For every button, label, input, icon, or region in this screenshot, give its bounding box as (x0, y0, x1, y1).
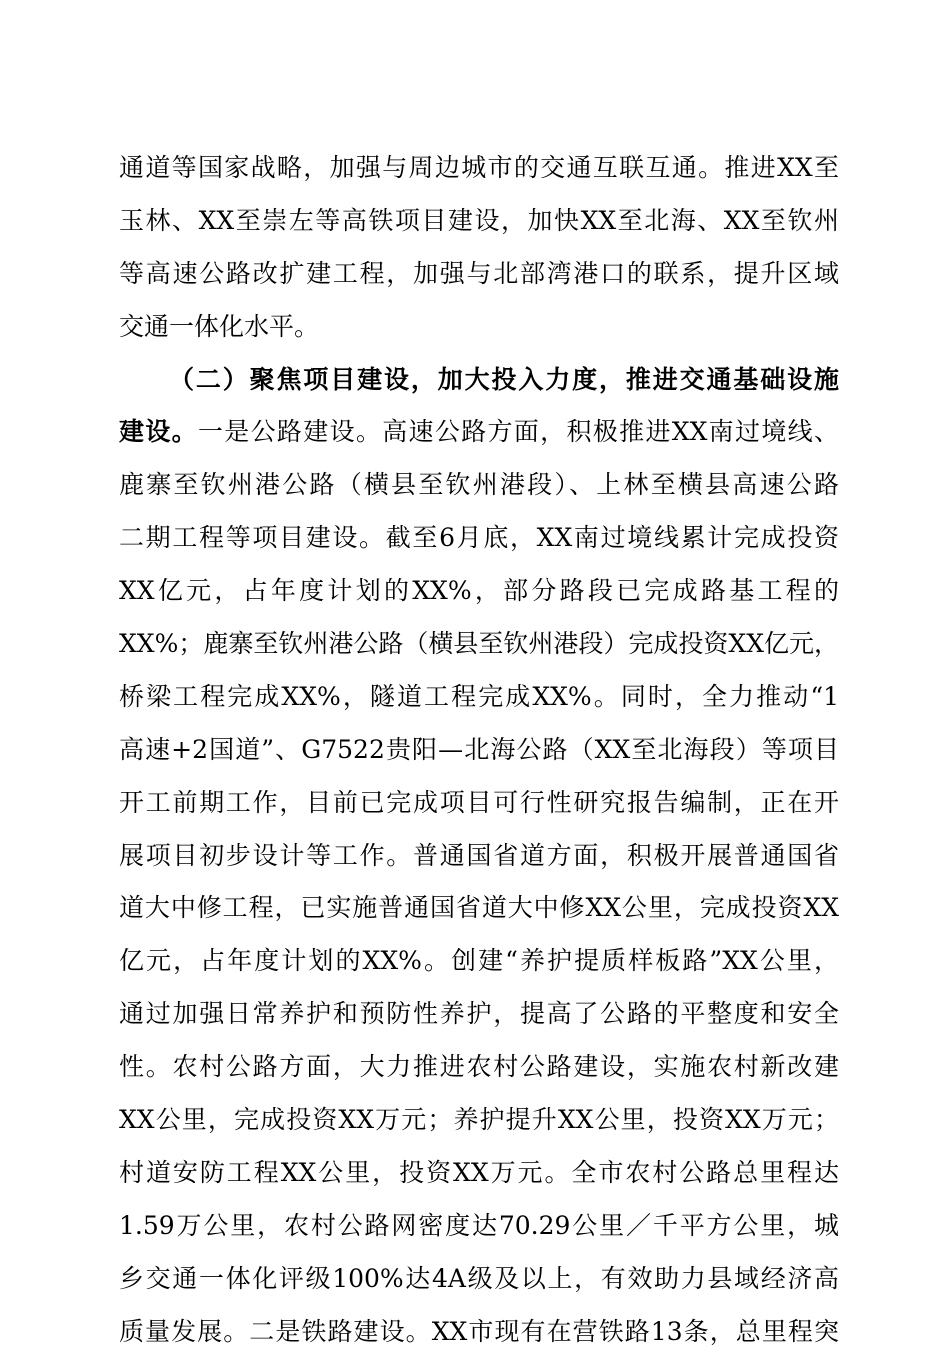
text-span: 一是公路建设。高速公路方面，积极推进XX南过境线、 (197, 417, 839, 447)
text-line: XX%；鹿寨至钦州港公路（横县至钦州港段）完成投资XX亿元， (119, 629, 839, 659)
text-line: 鹿寨至钦州港公路（横县至钦州港段）、上林至横县高速公路 (119, 470, 839, 500)
text-line: 通道等国家战略，加强与周边城市的交通互联互通。推进XX至 (119, 153, 839, 182)
text-line: 乡交通一体化评级100%达4A级及以上，有效助力县域经济高 (119, 1263, 839, 1293)
section-heading: （二）聚焦项目建设，加大投入力度，推进交通基础设施 (169, 364, 839, 394)
text-line: 1.59万公里，农村公路网密度达70.29公里／千平方公里，城 (119, 1210, 839, 1240)
text-line: 村道安防工程XX公里，投资XX万元。全市农村公路总里程达 (119, 1157, 839, 1187)
text-line: 桥梁工程完成XX%，隧道工程完成XX%。同时，全力推动“1 (119, 681, 839, 711)
text-line: 质量发展。二是铁路建设。XX市现有在营铁路13条，总里程突 (119, 1316, 839, 1346)
text-line: 亿元，占年度计划的XX%。创建“养护提质样板路”XX公里， (119, 946, 839, 976)
text-line: 交通一体化水平。 (119, 311, 320, 341)
text-line (119, 406, 839, 459)
document-body (119, 142, 839, 1358)
text-line: 高速+2国道”、G7522贵阳—北海公路（XX至北海段）等项目 (119, 734, 839, 764)
text-line: 二期工程等项目建设。截至6月底，XX南过境线累计完成投资 (119, 523, 839, 553)
text-line: 通过加强日常养护和预防性养护，提高了公路的平整度和安全 (119, 999, 839, 1029)
text-line: 性。农村公路方面，大力推进农村公路建设，实施农村新改建 (119, 1052, 839, 1082)
text-line: XX公里，完成投资XX万元；养护提升XX公里，投资XX万元； (119, 1105, 839, 1135)
text-line: 道大中修工程，已实施普通国省道大中修XX公里，完成投资XX (119, 893, 839, 923)
text-line: 开工前期工作，目前已完成项目可行性研究报告编制，正在开 (119, 787, 839, 817)
text-line: 展项目初步设计等工作。普通国省道方面，积极开展普通国省 (119, 840, 839, 870)
text-line: XX亿元，占年度计划的XX%，部分路段已完成路基工程的 (119, 576, 839, 606)
section-heading-end: 建设。 (119, 417, 198, 447)
text-line: 等高速公路改扩建工程，加强与北部湾港口的联系，提升区域 (119, 258, 839, 288)
text-line: 玉林、XX至崇左等高铁项目建设，加快XX至北海、XX至钦州 (119, 205, 839, 235)
